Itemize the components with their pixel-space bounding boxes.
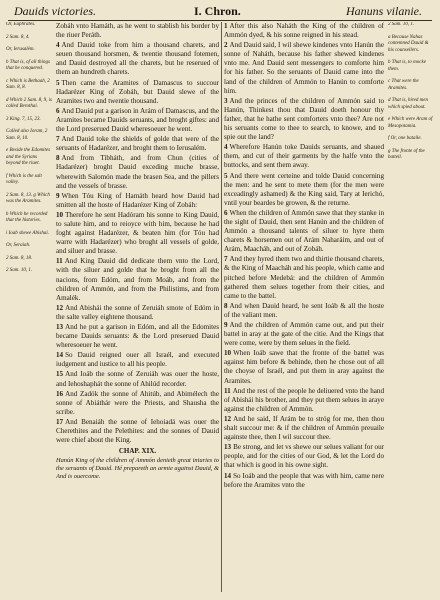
margin-note: b That is, to mocke them. [388,60,426,72]
margin-note: e Which were Aram of Mesopotamia. [388,117,433,129]
verse [56,41,219,77]
verse [224,255,384,300]
margin-note: d That is, hired men which spied about. [388,98,428,110]
verse-text: When the children of Ammón sawe that they stanke in the sight of Dauid, then sent Hanún and the children of Ammón a thousand talents of siluer to hyre them charets & horsemen out of Arám Naharáim, and out of Arám, Maacháh, and out of Zobáh. [224,208,384,254]
verse-number: 6 [56,106,60,115]
verse [56,211,219,256]
verse-number: 7 [224,255,228,264]
verse-text: And he said, If Arám be to stróg for me, then thou shalt succour me: & if the children of Ammón preuaile againste thee, then I wil succour thee. [224,414,384,442]
verse-text: And Benaiáh the sonne of Iehoiadá was ouer the Cherethites and the Pelethites: and the sonnes of Dauid were chief about the King. [56,417,219,445]
verse-number: 9 [56,191,60,200]
margin-note: c That were the Aramites. [388,79,419,91]
verse-number: 6 [224,208,228,217]
verse-text: And the children of Ammón came out, and put their battel in aray at the gate of the citie. And the Kings that were come, were by them selues in the field. [224,321,384,348]
verse-number: 5 [224,171,228,180]
verse [56,370,219,388]
verse [224,472,384,490]
verse [224,443,384,470]
verse-number: 12 [224,414,232,423]
margin-note: 3 King. 7, 15, 23. [6,116,41,122]
margin-note: Or, Seraiah. [6,243,31,248]
margin-note: 2 Sam. 10, 1. [6,268,33,273]
left-text-column [56,22,219,592]
margin-note: Called also Ioram, 2 Sam. 8, 10. [6,129,48,141]
verse-number: 10 [56,210,64,219]
margin-note: a Because Nahas contemned Dauid & his counsellers. [388,34,429,53]
margin-note: i Ioab shewe Abishai. [6,230,49,236]
margin-note: 2 Sam. 8, 18. [6,255,33,261]
header-center: I. Chron. [194,4,241,18]
verse-number: 14 [56,351,64,360]
verse [56,257,219,302]
margin-note: f Or, one bataile. [388,136,422,141]
margin-note: h Which he recorded that the histories. [6,211,48,223]
verse-text: And Dauid toke from him a thousand charets, and seuen thousand horsmen, & twentie thousand fotemen, and Dauid destroyed all the charets, but he reserued of them an hundreth charets. [56,41,219,77]
verse-text: So Dauid reigned ouer all Israél, and executed iudgement and iustice to all his people. [56,351,219,369]
right-verse-list [224,22,384,490]
verse [56,22,219,40]
verse-number: 4 [56,41,60,50]
verse [224,321,384,348]
verse-number: 15 [56,370,64,379]
verse-text: And Ioáb the sonne of Zeruiáh was ouer the hoste, and Iehoshaphát the sonne of Ahilúd recorder. [56,370,219,388]
verse [56,323,219,350]
verse [56,390,219,417]
verse-text: And Dauid toke the shields of golde that were of the seruants of Hadarézer, and broght them to Ierusalém. [56,135,219,153]
margin-note: d Which 2 Sam. 8, 9, is called Berothai. [6,97,52,109]
verse [224,302,384,320]
verse-text: And the princes of the children of Ammón said to Hanún, Thinkest thou that Dauid doeth honour thy father, that he hathe sent comforters vnto thee? Are not his seruants come to thee to search, to knowe, and to spie out the land? [224,96,384,142]
verse-number: 16 [56,389,64,398]
verse-number: 11 [224,386,231,395]
margin-note: f Which is the salt valley. [6,173,42,185]
verse [224,387,384,414]
verse [56,107,219,134]
margin-note: Or, Ierusalém. [6,47,35,52]
header-right: Hanuns vilanie. [346,4,422,18]
verse-text: So Ioáb and the people that was with him, came nere before the Aramites vnto the [224,471,384,489]
verse [56,135,219,153]
verse [224,41,384,96]
verse-text: And there went certeine and tolde Dauid concerning the men: and he sent to mete them (for the men were exceadingly ashamed) & the King said, Tary at Ierichó, vntil your beardes be growen, & the returne. [224,171,384,207]
verse-text: And when Dauid heard, he sent Ioáb & all the hoste of the valiant men. [224,301,384,319]
verse-number: 8 [224,301,228,310]
verse-text: And Dauid said, I wil shewe kindenes vnto Hanún the sonne of Naháth, because his father shewed kindenes vnto me. And Dauid sent messengers to comforte him for his father. So the seruants of Dauid came into the land of the children of Ammón to Hanún to comforte him. [224,41,384,95]
verse-text: And Dauid put a garison in Arám of Damascus, and the Aramites became Dauids seruants, and broght giftes: and the Lord preserued Dauid wheresoeuer he went. [56,106,219,134]
verse-text: And they hyred them two and thirtie thousand charets, & the King of Maacháh and his people, which came and pitched before Medebá: and the children of Ammón gathered them selues together from their cities, and came to the battel. [224,255,384,300]
verse-text: And Zadók the sonne of Ahitúb, and Abimélech the sonne of Abiáthár were the Priests, and Shausha the scribe. [56,389,219,416]
running-header [14,4,430,20]
verse [56,418,219,445]
verse-number: 14 [224,471,232,480]
verse-text: Be strong, and let vs shewe our selues valiant for our people, and for the cities of our God, & let the Lord do that which is good in his owne sight. [224,443,384,470]
verse-number: 4 [224,143,228,152]
right-margin-notes [388,22,435,592]
column-divider [221,22,222,592]
verse-number: 7 [56,135,60,144]
verse-number: 9 [224,321,228,329]
verse [56,79,219,106]
header-left: Dauids victories. [14,4,96,18]
verse [56,351,219,369]
verse [56,304,219,322]
margin-note: e Beside the Edomites and the Syrians beyond the riuer. [6,148,51,166]
margin-note: 2 Sam. 10, 1. [388,22,415,27]
verse [224,143,384,170]
verse-number: 3 [224,96,228,105]
verse-number: 10 [224,349,232,358]
header-rule [8,20,432,21]
verse [224,415,384,442]
verse [224,97,384,142]
margin-note: b That is, of all things that he conquered. [6,59,50,71]
verse-text: When Tóu King of Hamáth heard how Dauid had smitten all the hoste of Hadarézer King of Zobáh: [56,191,219,209]
verse-number: 1 [224,22,228,30]
verse-number: 11 [56,257,63,266]
margin-note: g The fronte of the battell. [388,148,425,160]
margin-note: 2 Sam. 8, 4. [6,34,30,40]
verse-number: 17 [56,417,64,426]
margin-note: Or, Euphrates. [6,22,36,27]
verse-text: After this also Naháth the King of the children of Ammón dyed, & his sonne reigned in his stead. [224,22,384,40]
verse-text: And he put a garison in Edóm, and all the Edomites became Dauids seruants: & the Lord preserued Dauid wheresoeuer he went. [56,323,219,350]
verse-number: 13 [56,323,64,331]
verse-text: And the rest of the people he deliuered vnto the hand of Abishái his brother, and they put them selues in araye against the children of Ammón. [224,386,384,413]
verse-text: And from Tibháth, and from Chun (cities of Hadarézer) broght Dauid exceding muche brasse, wherewith Salomón made the brasen Sea, and the pillers and the vessels of brasse. [56,154,219,190]
verse-number: 12 [56,303,64,312]
verse-text: When Ioáb sawe that the fronte of the battel was against him before & behinde, then he chose out of all the choyse of Israél, and put them in aray against the Aramites. [224,349,384,385]
verse-text: And Abishái the sonne of Zeruiáh smote of Edóm in the salte valley eightene thousand. [56,303,219,321]
right-text-column [224,22,384,592]
left-margin-notes [6,22,52,592]
verse-text: And King Dauid did dedicate them vnto the Lord, with the siluer and golde that he broght from all the nacions, from Edóm, and from Moáb, and from the children of Ammón, and from the Philistims, and from Amalék. [56,257,219,302]
verse [56,154,219,190]
verse-number: 5 [56,78,60,87]
verse-text: Therefore he sent Hadóram his sonne to King Dauid, to salute him, and to reioyce with him, because he had foght against Hadarézer, & beaten him (for Tóu had warre with Hadarézer) who broght all vessels of golde, and siluer and brasse. [56,210,219,256]
margin-note: 2 Sam. 8, 13. g Which was the Aramites. [6,192,50,204]
verse [224,172,384,208]
left-verse-list [56,22,219,445]
verse [224,209,384,254]
verse-number: 8 [56,154,60,163]
verse [224,349,384,385]
chapter-heading: CHAP. XIX. [118,447,157,456]
verse-text: Wherefore Hanún toke Dauids seruants, and shaued them, and cut of their garments by the halfe vnto the buttocks, and sent them away. [224,143,384,170]
verse-number: 13 [224,443,232,452]
margin-note: c Which is Bethaah, 2 Sam. 8, 8. [6,78,50,90]
verse-number: 2 [224,41,228,50]
chapter-summary: Hanún King of the children of Ammón denieth great iniuries to the seruants of Dauid. Hé prepareth an armie against Dauid, & And is ouercome. [56,457,219,481]
verse [224,22,384,40]
verse-text: Then came the Aramites of Damascus to succour Hadarézer King of Zobáh, but Dauid slewe of the Aramites two and twentie thousand. [56,78,219,105]
verse-text: Zobáh vnto Hamáth, as he went to stablish his border by the riuer Peráth. [56,22,219,40]
verse [56,192,219,210]
